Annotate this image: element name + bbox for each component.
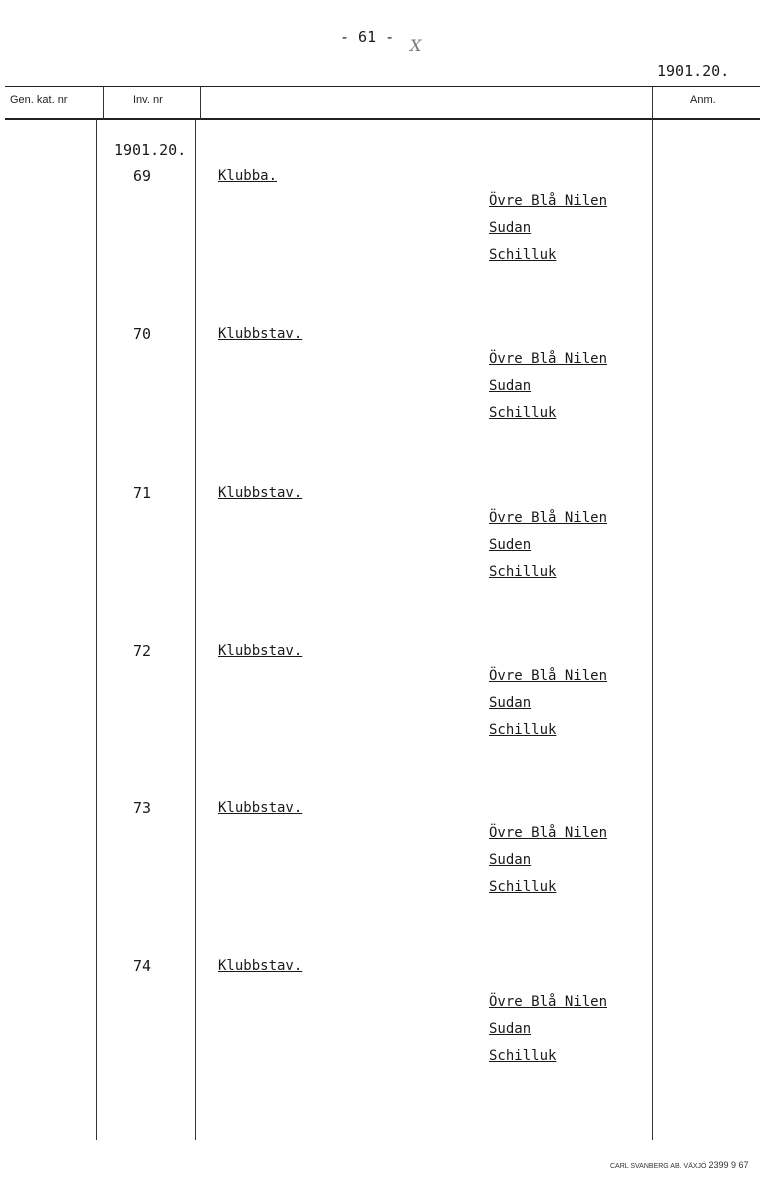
location-people: Schilluk [489, 405, 557, 421]
location-country: Suden [489, 537, 532, 553]
object-title: Klubbstav. [218, 326, 303, 342]
location-country: Sudan [489, 852, 532, 868]
location-region: Övre Blå Nilen [489, 351, 608, 367]
location-people: Schilluk [489, 879, 557, 895]
column-divider [103, 86, 104, 120]
printer-name: CARL SVANBERG AB. VÄXJÖ [610, 1163, 707, 1170]
object-title: Klubbstav. [218, 800, 303, 816]
inventory-number: 74 [133, 957, 152, 975]
location-region: Övre Blå Nilen [489, 193, 608, 209]
object-title: Klubba. [218, 168, 278, 184]
location-people: Schilluk [489, 722, 557, 738]
location-region: Övre Blå Nilen [489, 825, 608, 841]
location-country: Sudan [489, 378, 532, 394]
location-region: Övre Blå Nilen [489, 668, 608, 684]
inventory-number: 69 [133, 167, 152, 185]
location-people: Schilluk [489, 564, 557, 580]
inventory-number: 70 [133, 325, 152, 343]
location-region: Övre Blå Nilen [489, 510, 608, 526]
column-divider [652, 86, 653, 1140]
date-entry: 1901.20. [114, 141, 187, 159]
location-country: Sudan [489, 1021, 532, 1037]
header-rule-bottom [5, 118, 760, 120]
column-header-gen-kat: Gen. kat. nr [10, 94, 68, 106]
page-mark: X [410, 36, 422, 55]
column-divider [200, 86, 201, 120]
column-header-inv: Inv. nr [133, 94, 163, 106]
header-ref: 1901.20. [657, 62, 730, 80]
inventory-number: 71 [133, 484, 152, 502]
location-people: Schilluk [489, 247, 557, 263]
inventory-number: 72 [133, 642, 152, 660]
object-title: Klubbstav. [218, 958, 303, 974]
location-country: Sudan [489, 220, 532, 236]
column-divider [96, 120, 97, 1140]
location-people: Schilluk [489, 1048, 557, 1064]
location-region: Övre Blå Nilen [489, 994, 608, 1010]
object-title: Klubbstav. [218, 643, 303, 659]
inventory-number: 73 [133, 799, 152, 817]
column-divider [195, 120, 196, 1140]
header-rule-top [5, 86, 760, 87]
printer-imprint [610, 1160, 748, 1170]
column-header-anm: Anm. [690, 94, 716, 106]
object-title: Klubbstav. [218, 485, 303, 501]
form-code: 2399 9 67 [708, 1160, 749, 1170]
page-number: - 61 - [340, 28, 395, 46]
location-country: Sudan [489, 695, 532, 711]
